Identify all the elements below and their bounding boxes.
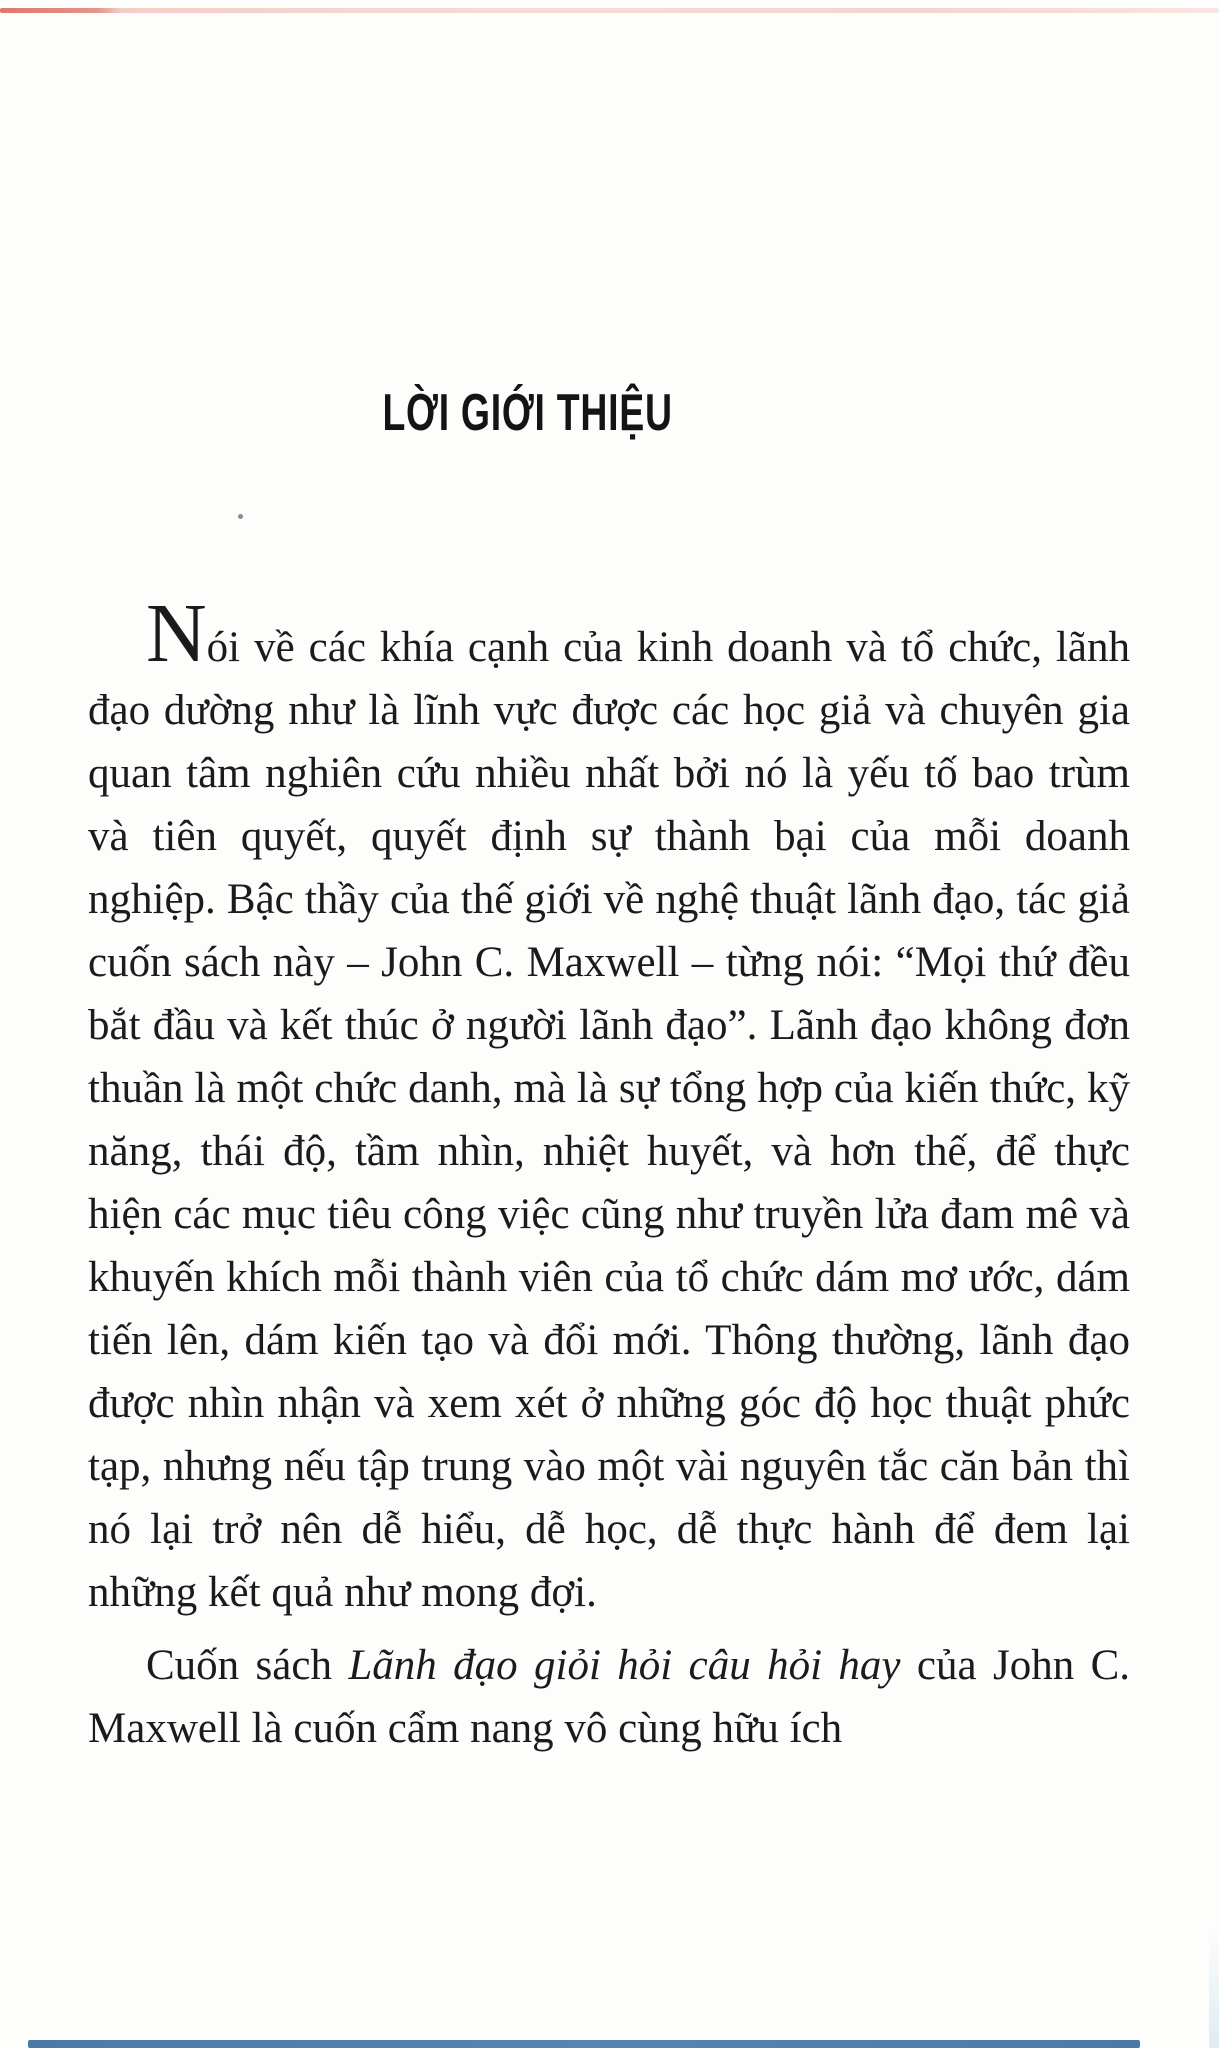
scan-edge-tinge <box>1209 1928 1219 2048</box>
paragraph-1-text: ói về các khía cạnh của kinh doanh và tổ chức, lãnh đạo dường như là lĩnh vực được các học giả và chuyên gia quan tâm nghiên cứu nhiều nhất bởi nó là yếu tố bao trùm và tiên quyết, quyết định sự thành bại của mỗi doanh nghiệp. Bậc thầy của thế giới về nghệ thuật lãnh đạo, tác giả cuốn sách này – John C. Maxwell – từng nói: “Mọi thứ đều bắt đầu và kết thúc ở người lãnh đạo”. Lãnh đạo không đơn thuần là một chức danh, mà là sự tổng hợp của kiến thức, kỹ năng, thái độ, tầm nhìn, nhiệt huyết, và hơn thế, để thực hiện các mục tiêu công việc cũng như truyền lửa đam mê và khuyến khích mỗi thành viên của tổ chức dám mơ ước, dám tiến lên, dám kiến tạo và đổi mới. Thông thường, lãnh đạo được nhìn nhận và xem xét ở những góc độ học thuật phức tạp, nhưng nếu tập trung vào một vài nguyên tắc căn bản thì nó lại trở nên dễ hiểu, dễ học, dễ thực hành để đem lại những kết quả như mong đợi. <box>88 624 1130 1616</box>
paragraph-2-lead: Cuốn sách <box>146 1642 349 1689</box>
top-edge-red-rule <box>0 8 1219 13</box>
bottom-edge-blue-bar <box>28 2040 1140 2048</box>
initial-capital: N <box>146 587 207 680</box>
chapter-title-row <box>0 383 1137 443</box>
scan-speck <box>238 514 243 519</box>
body-text-column <box>88 587 1131 1760</box>
book-title-italic: Lãnh đạo giỏi hỏi câu hỏi hay <box>348 1642 901 1689</box>
paragraph-2-tail: của John C. Maxwell là cuốn cẩm nang vô cùng hữu ích <box>88 1642 1131 1752</box>
paragraph-2 <box>88 1634 1130 1760</box>
paragraph-1 <box>88 587 1130 1624</box>
chapter-title: LỜI GIỚI THIỆU <box>382 384 673 442</box>
